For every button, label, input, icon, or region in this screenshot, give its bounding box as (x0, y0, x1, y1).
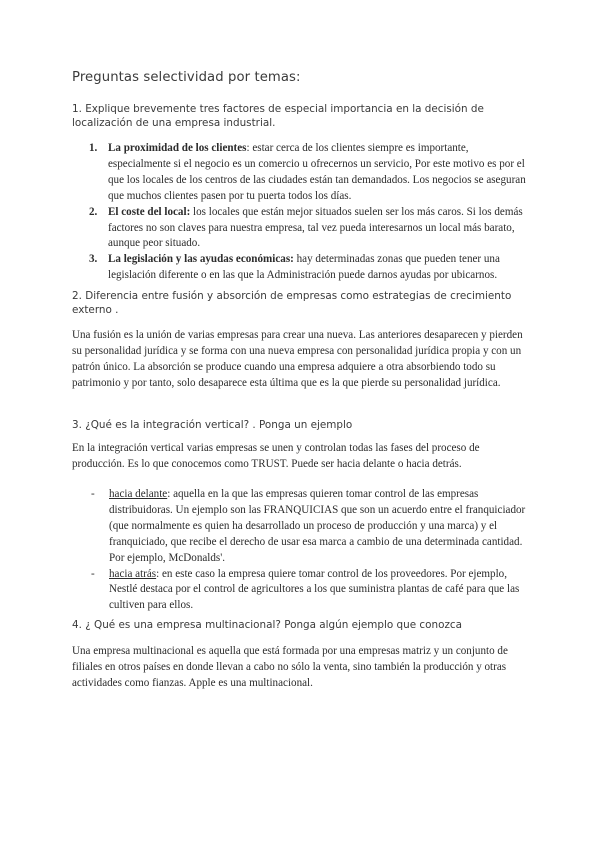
answer-4: Una empresa multinacional es aquella que está formada por una empresas matriz y un conjunto de filiales en otros países en donde llevan a cabo no sólo la venta, sino también la producción y otras actividades como fianzas. Apple es una multinacional. (72, 645, 508, 689)
question-4: 4. ¿ Qué es una empresa multinacional? Ponga algún ejemplo que conozca (72, 619, 462, 631)
list-item (72, 141, 528, 205)
vertical-integration-list (72, 487, 528, 614)
list-dash: - (91, 567, 95, 580)
list-item-number: 3. (89, 253, 98, 266)
list-item (72, 487, 528, 567)
answer-3: En la integración vertical varias empresas se unen y controlan todas las fases del proceso de producción. Es lo que conocemos como TRUST. Puede ser hacia delante o hacia detrás. (72, 442, 480, 470)
list-item-text: hay determinadas zonas que pueden tener una legislación diferente o en las que la Administración puede darnos ayudas por ubicarnos. (108, 253, 500, 282)
page-title: Preguntas selectividad por temas: (72, 70, 301, 85)
question-2: 2. Diferencia entre fusión y absorción de empresas como estrategias de crecimiento externo . (72, 290, 512, 316)
list-item-label: hacia delante (109, 488, 168, 500)
list-item (72, 567, 528, 615)
list-item-text: : aquella en la que las empresas quieren tomar control de las empresas distribuidoras. Un ejemplo son las FRANQUICIAS que son un acuerdo entre el franquiciador (que normalmente es quien ha desarrollado un proceso de producción y una marca) y el franquiciado, que recibe el derecho de usar esa marca a cambio de una determinada cantidad. Por ejemplo, McDonalds'. (109, 488, 526, 564)
list-item-text: : estar cerca de los clientes siempre es importante, especialmente si el negocio es un comercio u ofrecernos un servicio, Por este motivo es por el que los locales de los centros de las ciudades están tan demandados. Los negocios se aseguran que muchos clientes pasen por tu puerta todos los días. (108, 142, 526, 202)
list-item-heading: El coste del local: (108, 205, 191, 218)
list-item-number: 1. (89, 142, 98, 154)
list-item-heading: La proximidad de los clientes (108, 142, 247, 154)
list-item (72, 252, 528, 284)
answer-2: Una fusión es la unión de varias empresas para crear una nueva. Las anteriores desaparecen y pierden su personalidad jurídica y se forma con una nueva empresa con personalidad jurídica propia y con un patrón único. La absorción se produce cuando una empresa adquiere a otra absorbiendo todo su patrimonio y por tanto, solo desaparece esta última que es la que pierde su personalidad jurídica. (72, 329, 523, 389)
list-item-label: hacia atrás (109, 567, 157, 580)
list-item-heading: La legislación y las ayudas económicas: (108, 253, 294, 266)
list-item-text: : en este caso la empresa quiere tomar control de los proveedores. Por ejemplo, Nestlé destaca por el control de agricultores a los que suministra plantas de café para que las cultiven para ellos. (109, 567, 520, 612)
list-item-number: 2. (89, 205, 98, 218)
list-item (72, 205, 528, 253)
list-dash: - (91, 488, 95, 500)
question-3: 3. ¿Qué es la integración vertical? . Ponga un ejemplo (72, 419, 353, 431)
list-item-text: los locales que están mejor situados suelen ser los más caros. Si los demás factores no son claves para nuestra empresa, tal vez pueda interesarnos un local más barato, aunque peor situado. (108, 205, 523, 250)
question-1: 1. Explique brevemente tres factores de especial importancia en la decisión de localización de una empresa industrial. (72, 103, 484, 129)
localization-factors-list (72, 141, 528, 284)
